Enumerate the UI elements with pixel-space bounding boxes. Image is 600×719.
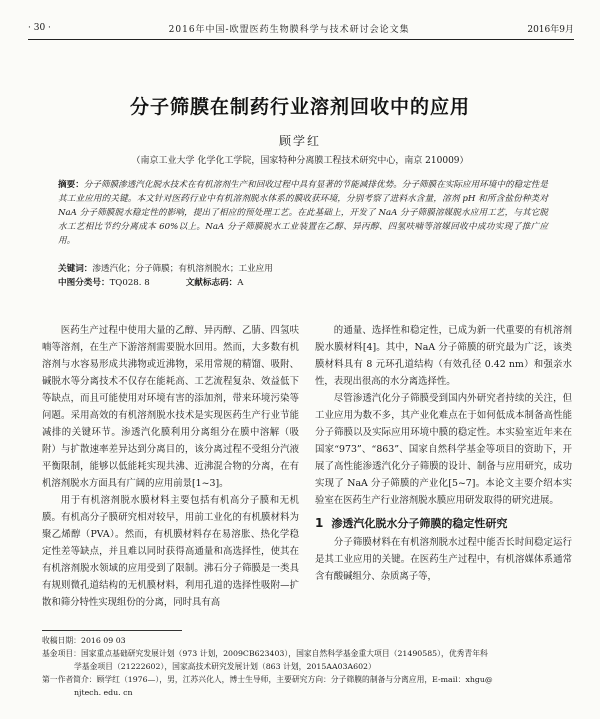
clc-label: 中图分类号：	[58, 278, 110, 288]
running-header	[28, 20, 574, 40]
classification-line	[58, 276, 548, 290]
funding-line-continued: 学基金项目（21222602），国家高技术研究发展计划（863 计划，2015AA03A602）	[74, 662, 376, 671]
clc-number	[58, 276, 150, 290]
body-paragraph: 的通量、选择性和稳定性，已成为新一代重要的有机溶剂脱水膜材料[4]。其中，NaA 分子筛膜的研究最为广泛，该类膜材料具有 8 元环孔道结构（有效孔径 0.42 nm）和强亲水性，表现出很高的水分离选择性。	[315, 325, 572, 387]
journal-name: 2016年中国-欧盟医药生物膜科学与技术研讨会论文集	[168, 24, 410, 35]
footnotes	[42, 634, 558, 699]
clc-value: TQ028. 8	[109, 278, 150, 288]
abstract	[58, 178, 548, 248]
author-email-domain: njtech. edu. cn	[74, 688, 133, 697]
abstract-text: 分子筛膜渗透汽化脱水技术在有机溶剂生产和回收过程中具有显著的节能减排优势。分子筛膜在实际应用环境中的稳定性是其工业应用的关键。本文针对医药行业中有机溶剂脱水体系的膜收获环境，分别考察了进料水含量，溶剂 pH 和所含盐份种类对 NaA 分子筛膜脱水稳定性的影响，提出了相应的预处理工艺。在此基础上，开发了 NaA 分子筛膜溶媒脱水应用工艺，与其它脱水工艺相比节约分离成本 60%以上。NaA 分子筛膜脱水工业装置在乙醇、异丙醇、四氢呋喃等溶媒回收中成功实现了推广应用。	[58, 180, 548, 246]
page-number: · 30 ·	[28, 23, 51, 33]
keywords-label: 关键词：	[58, 264, 93, 274]
body-paragraph: 分子筛膜材料在有机溶剂脱水过程中能否长时间稳定运行是其工业应用的关键。在医药生产过程中，有机溶媒体系通常含有酸碱组分、杂质离子等，	[315, 537, 572, 582]
footnote-divider	[42, 630, 182, 631]
author-affiliation: （南京工业大学 化学化工学院，国家特种分离膜工程技术研究中心，南京 210009）	[131, 156, 469, 166]
body-column-left	[42, 322, 299, 611]
document-code-label: 文献标志码：	[185, 278, 238, 288]
keywords	[58, 262, 548, 276]
body-paragraph: 用于有机溶剂脱水膜材料主要包括有机高分子膜和无机膜。有机高分子膜研究相对较早，用前工业化的有机膜材料为聚乙烯醇（PVA）。然而，有机膜材料存在易溶胀、热化学稳定性差等缺点，并且难以同时获得高通量和高选择性，使其在有机溶剂脱水领域的应用受到了限制。沸石分子筛膜是一类具有规则微孔道结构的无机膜材料，利用孔道的选择性吸附—扩散和筛分特性实现组份的分离，同时具有高	[42, 495, 299, 608]
section-title: 渗透汽化脱水分子筛膜的稳定性研究	[331, 517, 508, 530]
document-code	[186, 276, 244, 290]
funding-line: 基金项目：国家重点基础研究发展计划（973 计划，2009CB623403），国家自然科学基金重大项目（21490585），优秀青年科	[42, 649, 488, 658]
section-number: 1	[315, 516, 324, 530]
paper-title: 分子筛膜在制药行业溶剂回收中的应用	[129, 96, 470, 118]
section-heading-1	[315, 515, 572, 532]
body-paragraph: 尽管渗透汽化分子筛膜受到国内外研究者持续的关注，但工业应用为数不多，其产业化难点在于如何低成本制备高性能分子筛膜以及实际应用环境中膜的稳定性。本实验室近年来在国家“973”、“863”、国家自然科学基金等项目的资助下，开展了高性能渗透汽化分子筛膜的设计、制备与应用研究，成功实现了 NaA 分子筛膜的产业化[5~7]。本论文主要介绍本实验室在医药生产行业溶剂脱水膜应用研发取得的研究进展。	[315, 393, 572, 506]
issue-date: 2016年9月	[527, 24, 574, 35]
abstract-label: 摘要：	[58, 180, 84, 190]
received-date: 收稿日期：2016 09 03	[42, 636, 126, 645]
body-paragraph: 医药生产过程中使用大量的乙醇、异丙醇、乙腈、四氢呋喃等溶剂，在生产下游溶剂需要脱水回用。然而，大多数有机溶剂与水容易形成共沸物或近沸物，采用常规的精馏、吸附、碱脱水等分离技术不仅存在能耗高、工艺流程复杂、效益低下等缺点，而且可能使用对环境有害的添加剂，带来环境污染等问题。采用高效的有机溶剂脱水技术是实现医药生产行业节能减排的关键环节。渗透汽化膜利用分离组分在膜中溶解（吸附）与扩散速率差异达到分离目的，该分离过程不受组分汽液平衡限制，能够以低能耗实现共沸、近沸混合物的分离，在有机溶剂脱水方面具有广阔的应用前景[1~3]。	[42, 325, 299, 489]
author-bio: 第一作者简介：顾学红（1976—），男，江苏兴化人，博士生导师，主要研究方向：分子筛膜的制备与分离应用，E-mail：xhgu@	[42, 675, 493, 684]
keywords-text: 渗透汽化；分子筛膜；有机溶剂脱水；工业应用	[92, 264, 273, 274]
author-name: 顾学红	[278, 134, 321, 148]
body-column-right	[315, 322, 572, 585]
document-code-value: A	[237, 278, 244, 288]
